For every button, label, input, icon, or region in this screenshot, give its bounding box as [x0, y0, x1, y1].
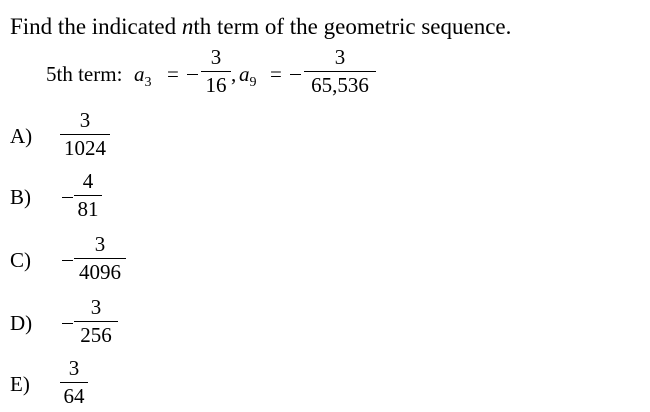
a9-minus	[290, 74, 301, 75]
a3-numerator: 3	[210, 45, 222, 69]
choice-c-numerator: 3	[94, 232, 106, 256]
choice-a-numerator: 3	[79, 108, 91, 132]
choice-e-numerator: 3	[68, 356, 80, 380]
choice-a-label[interactable]: A)	[10, 124, 33, 148]
a3-equals: =	[167, 62, 179, 86]
a3-fraction	[201, 45, 231, 97]
a9-fraction-bar	[304, 71, 376, 72]
choice-e-denominator: 64	[63, 384, 85, 409]
a9-fraction	[304, 45, 376, 97]
instruction-post: th term of the geometric sequence.	[193, 14, 512, 39]
a3-term	[134, 62, 152, 90]
choice-b-label[interactable]: B)	[10, 185, 31, 209]
term-separator: ,	[231, 62, 237, 86]
a3-denominator: 16	[205, 73, 227, 98]
choice-c-label[interactable]: C)	[10, 248, 31, 272]
choice-c-fraction-bar	[74, 258, 126, 259]
choice-b-fraction-bar	[74, 195, 102, 196]
choice-e-fraction[interactable]	[60, 356, 88, 408]
a3-fraction-bar	[201, 71, 231, 72]
a3-minus	[187, 74, 198, 75]
choice-a-fraction-bar	[60, 134, 110, 135]
choice-a-fraction[interactable]	[60, 108, 110, 160]
choice-d-label[interactable]: D)	[10, 311, 33, 335]
choice-b-numerator: 4	[82, 169, 94, 193]
choice-a-denominator: 1024	[64, 136, 106, 161]
instruction-n: n	[181, 14, 194, 39]
a9-term	[239, 62, 257, 90]
instruction-text	[10, 12, 511, 42]
a9-sub: 9	[249, 75, 257, 90]
a9-var: a	[239, 62, 250, 86]
choice-c-fraction[interactable]	[74, 232, 126, 284]
choice-b-denominator: 81	[77, 197, 99, 222]
choice-e-fraction-bar	[60, 382, 88, 383]
a9-equals: =	[270, 62, 282, 86]
choice-d-minus	[62, 323, 73, 324]
instruction-pre: Find the indicated	[10, 14, 182, 39]
choice-d-fraction[interactable]	[74, 295, 118, 347]
choice-e-label[interactable]: E)	[10, 372, 30, 396]
choice-b-minus	[62, 197, 73, 198]
a9-denominator: 65,536	[311, 73, 369, 98]
a9-numerator: 3	[334, 45, 346, 69]
choice-d-numerator: 3	[90, 295, 102, 319]
a3-var: a	[134, 62, 145, 86]
choice-c-denominator: 4096	[79, 260, 121, 285]
choice-b-fraction[interactable]	[74, 169, 102, 221]
given-prefix: 5th term:	[46, 62, 123, 86]
choice-c-minus	[62, 260, 73, 261]
a3-sub: 3	[144, 75, 152, 90]
choice-d-fraction-bar	[74, 321, 118, 322]
choice-d-denominator: 256	[80, 323, 112, 348]
